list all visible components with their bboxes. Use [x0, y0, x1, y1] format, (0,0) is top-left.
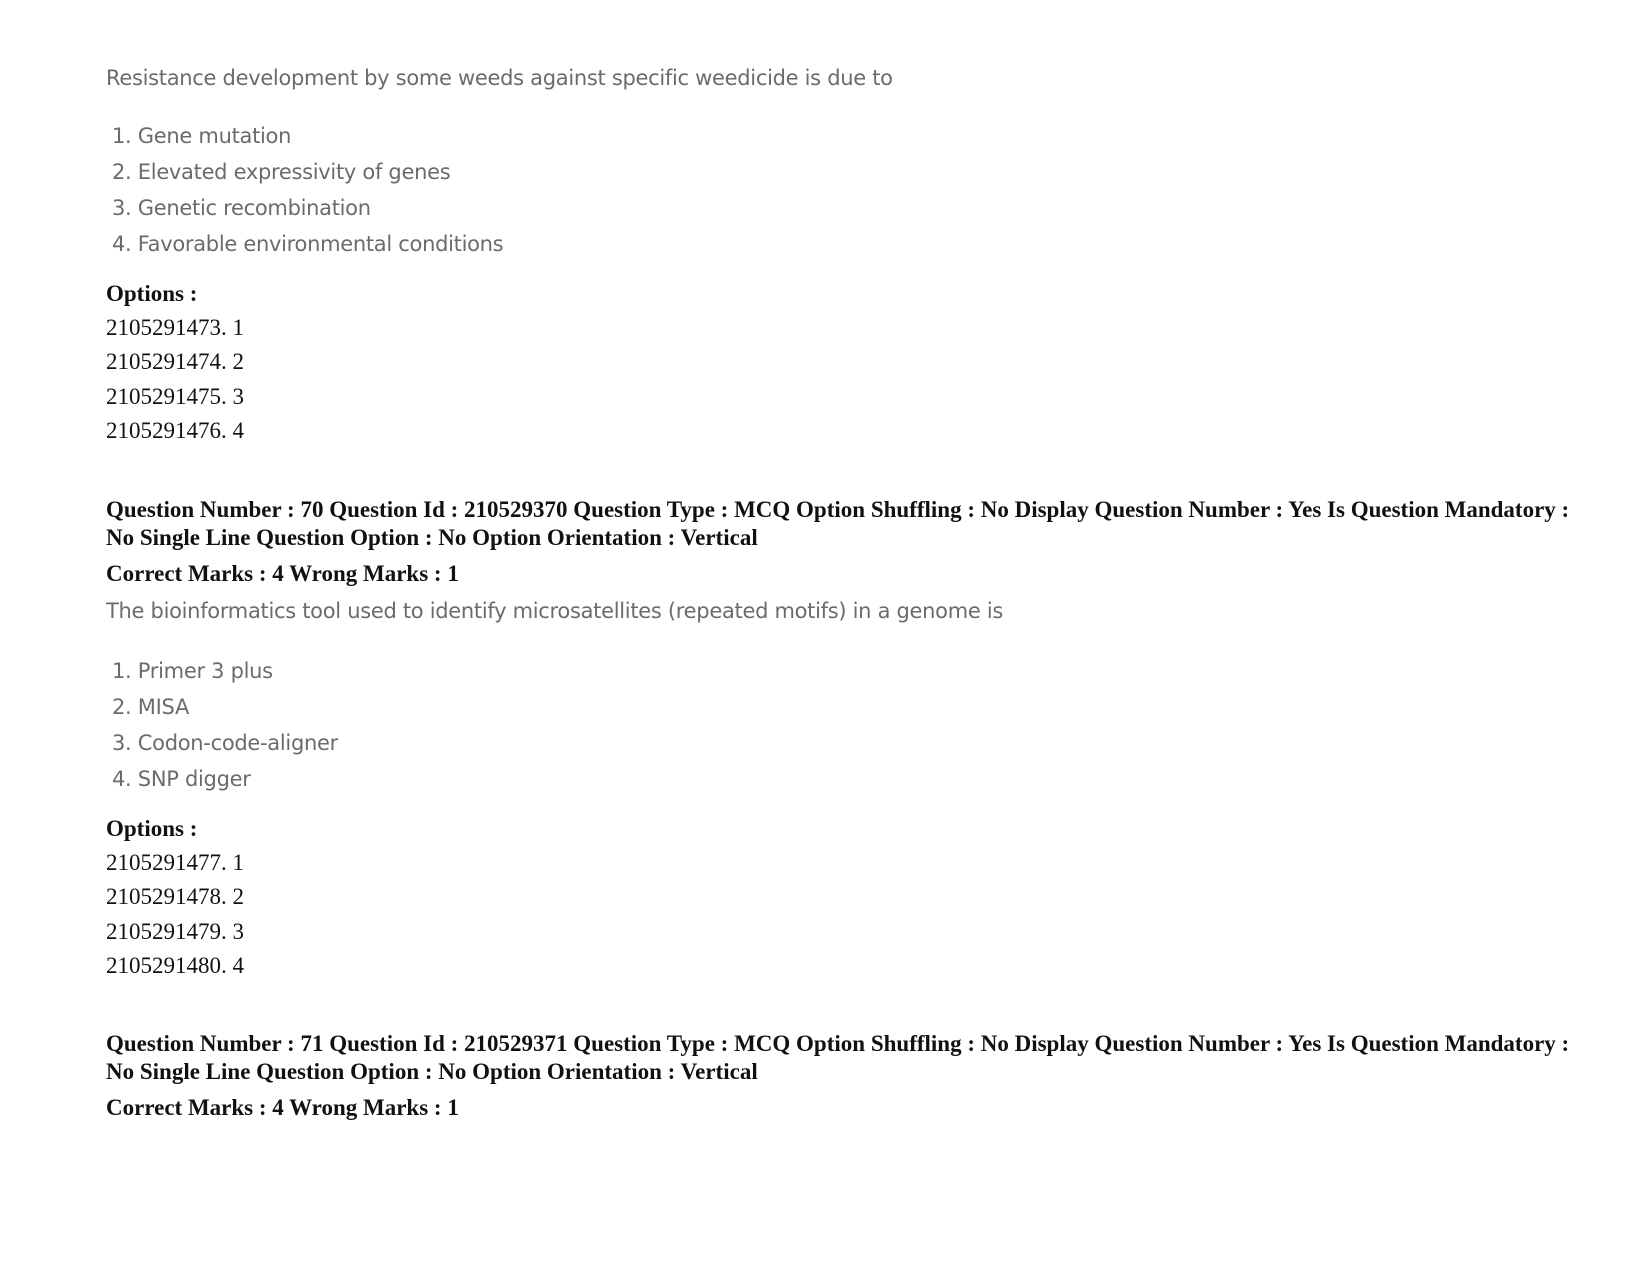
question-stem: The bioinformatics tool used to identify microsatellites (repeated motifs) in a genome is [106, 599, 1004, 623]
question-meta: Question Number : 71 Question Id : 210529371 Question Type : MCQ Option Shuffling : No Display Question Number : Yes Is Question Mandatory : No Single Line Question Option : No Option Orientation : Vertical [106, 1031, 1570, 1084]
question-choice: 2. Elevated expressivity of genes [112, 160, 451, 184]
options-label: Options : [106, 816, 198, 841]
option-item: 2105291478. 2 [106, 884, 244, 909]
question-meta: Question Number : 70 Question Id : 210529370 Question Type : MCQ Option Shuffling : No Display Question Number : Yes Is Question Mandatory : No Single Line Question Option : No Option Orientation : Vertical [106, 497, 1570, 550]
option-item: 2105291477. 1 [106, 850, 244, 875]
option-item: 2105291476. 4 [106, 418, 244, 443]
option-item: 2105291479. 3 [106, 919, 244, 944]
option-item: 2105291480. 4 [106, 953, 244, 978]
question-choice: 2. MISA [112, 695, 190, 719]
question-choice: 3. Codon-code-aligner [112, 731, 338, 755]
question-stem: Resistance development by some weeds against specific weedicide is due to [106, 66, 893, 90]
question-choice: 1. Primer 3 plus [112, 659, 273, 683]
option-item: 2105291475. 3 [106, 384, 244, 409]
options-label: Options : [106, 281, 198, 306]
option-item: 2105291473. 1 [106, 315, 244, 340]
question-choice: 4. SNP digger [112, 767, 251, 791]
question-marks: Correct Marks : 4 Wrong Marks : 1 [106, 1095, 459, 1120]
question-choice: 4. Favorable environmental conditions [112, 232, 504, 256]
question-choice: 1. Gene mutation [112, 124, 292, 148]
question-marks: Correct Marks : 4 Wrong Marks : 1 [106, 561, 459, 586]
question-choice: 3. Genetic recombination [112, 196, 371, 220]
option-item: 2105291474. 2 [106, 349, 244, 374]
